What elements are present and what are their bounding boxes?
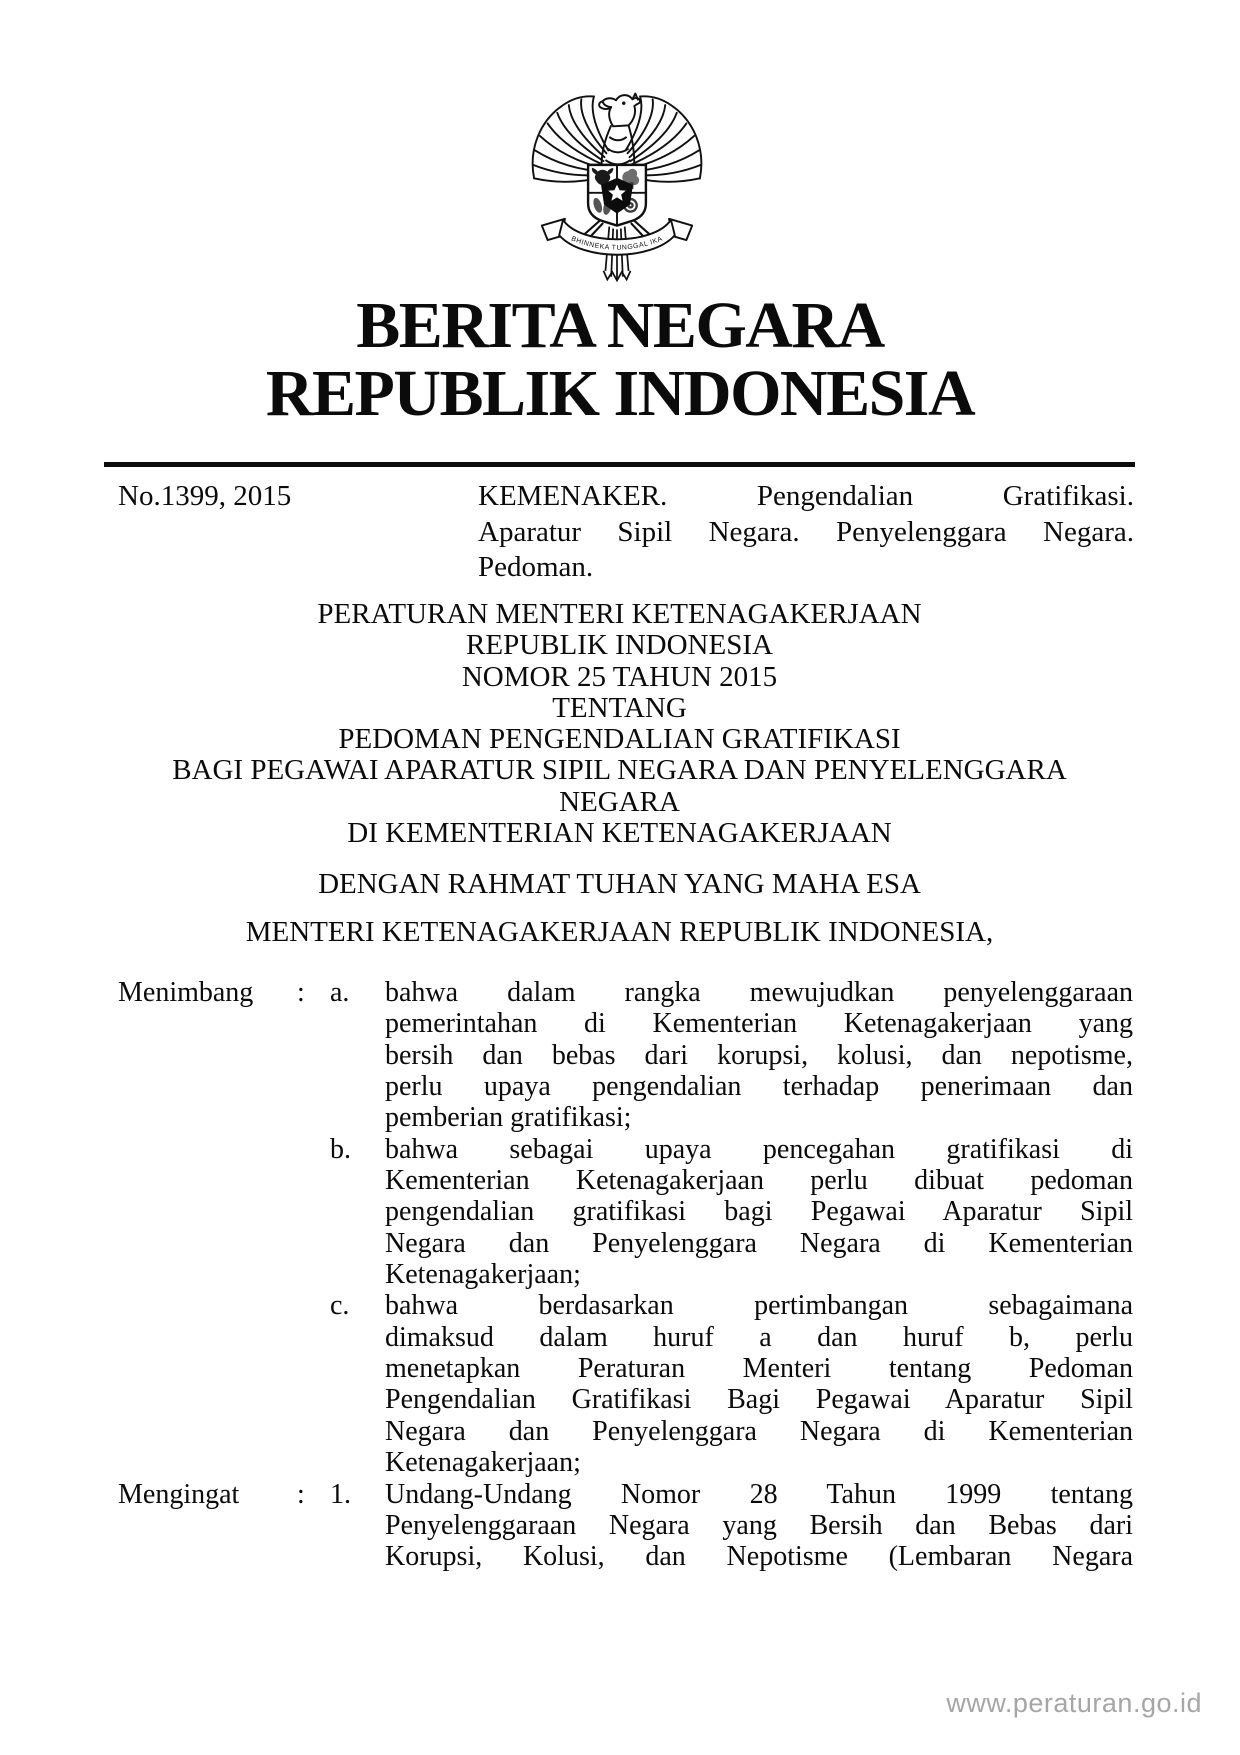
text-line: Penyelenggaraan Negara yang Bersih dan Bebas dari — [385, 1509, 1133, 1541]
text-line: NEGARA — [559, 785, 680, 818]
text-line: bersih dan bebas dari korupsi, kolusi, dan nepotisme, — [385, 1039, 1133, 1071]
footer-watermark: www.peraturan.go.id — [946, 1688, 1202, 1718]
consideration-item-a — [385, 977, 1133, 1134]
consideration-item-b — [385, 1134, 1133, 1291]
subject-annotation — [478, 479, 1134, 586]
legal-basis-row-1 — [0, 1479, 1240, 1573]
invocation-line: DENGAN RAHMAT TUHAN YANG MAHA ESA — [318, 868, 921, 900]
text-line: Negara dan Penyelenggara Negara di Kementerian — [385, 1227, 1133, 1259]
consideration-item-c — [385, 1290, 1133, 1478]
text-line: bahwa sebagai upaya pencegahan gratifikasi di — [385, 1133, 1133, 1165]
text-line: pemberian gratifikasi; — [385, 1102, 632, 1134]
consideration-row-b — [0, 1134, 1240, 1291]
mengingat-label: Mengingat — [118, 1478, 240, 1510]
consideration-row-a — [0, 977, 1240, 1134]
garuda-pancasila-icon — [520, 82, 714, 294]
text-line: Negara dan Penyelenggara Negara di Kementerian — [385, 1415, 1133, 1447]
text-line: REPUBLIK INDONESIA — [265, 357, 975, 430]
text-line: perlu upaya pengendalian terhadap penerimaan dan — [385, 1071, 1133, 1103]
text-line: BERITA NEGARA — [356, 289, 884, 362]
colon: : — [297, 1478, 305, 1510]
text-line: Pengendalian Gratifikasi Bagi Pegawai Aparatur Sipil — [385, 1384, 1133, 1416]
text-line: KEMENAKER. Pengendalian Gratifikasi. — [478, 480, 1134, 512]
text-line: Kementerian Ketenagakerjaan perlu dibuat pedoman — [385, 1165, 1133, 1197]
text-line: bahwa dalam rangka mewujudkan penyelenggaraan — [385, 977, 1133, 1008]
text-line: NOMOR 25 TAHUN 2015 — [461, 660, 778, 693]
text-line: pemerintahan di Kementerian Ketenagakerjaan yang — [385, 1008, 1133, 1040]
item-marker-1: 1. — [330, 1478, 351, 1510]
preamble-body — [0, 977, 1240, 1573]
text-line: PERATURAN MENTERI KETENAGAKERJAAN — [317, 598, 922, 630]
text-line: Pedoman. — [478, 551, 594, 583]
text-line: Korupsi, Kolusi, dan Nepotisme (Lembaran Negara — [385, 1541, 1133, 1573]
masthead-title — [0, 289, 1240, 430]
motto-text: BHINNEKA TUNGGAL IKA — [570, 235, 664, 252]
text-line: menetapkan Peraturan Menteri tentang Pedoman — [385, 1353, 1133, 1385]
text-line: BAGI PEGAWAI APARATUR SIPIL NEGARA DAN PENYELENGGARA — [172, 754, 1067, 787]
garuda-pancasila-emblem — [520, 82, 714, 294]
menimbang-label: Menimbang — [118, 977, 254, 1008]
text-line: bahwa berdasarkan pertimbangan sebagaimana — [385, 1290, 1133, 1322]
text-line: REPUBLIK INDONESIA — [466, 629, 773, 662]
legal-basis-item-1 — [385, 1479, 1133, 1573]
text-line: pengendalian gratifikasi bagi Pegawai Aparatur Sipil — [385, 1196, 1133, 1228]
authority-line: MENTERI KETENAGAKERJAAN REPUBLIK INDONESIA, — [245, 916, 994, 948]
text-line: Aparatur Sipil Negara. Penyelenggara Negara. — [478, 515, 1134, 548]
text-line: Ketenagakerjaan; — [385, 1447, 581, 1479]
text-line: Ketenagakerjaan; — [385, 1259, 581, 1291]
regulation-heading — [104, 599, 1135, 849]
item-marker-c: c. — [330, 1290, 350, 1322]
colon: : — [297, 977, 305, 1008]
gazette-number: No.1399, 2015 — [118, 480, 292, 512]
item-marker-b: b. — [330, 1133, 351, 1165]
text-line: Undang-Undang Nomor 28 Tahun 1999 tentang — [385, 1478, 1133, 1510]
text-line: PEDOMAN PENGENDALIAN GRATIFIKASI — [338, 723, 901, 756]
text-line: TENTANG — [552, 691, 687, 724]
consideration-row-c — [0, 1290, 1240, 1478]
item-marker-a: a. — [330, 977, 350, 1008]
masthead-rule — [104, 462, 1135, 467]
text-line: DI KEMENTERIAN KETENAGAKERJAAN — [347, 817, 892, 850]
text-line: dimaksud dalam huruf a dan huruf b, perlu — [385, 1321, 1133, 1353]
